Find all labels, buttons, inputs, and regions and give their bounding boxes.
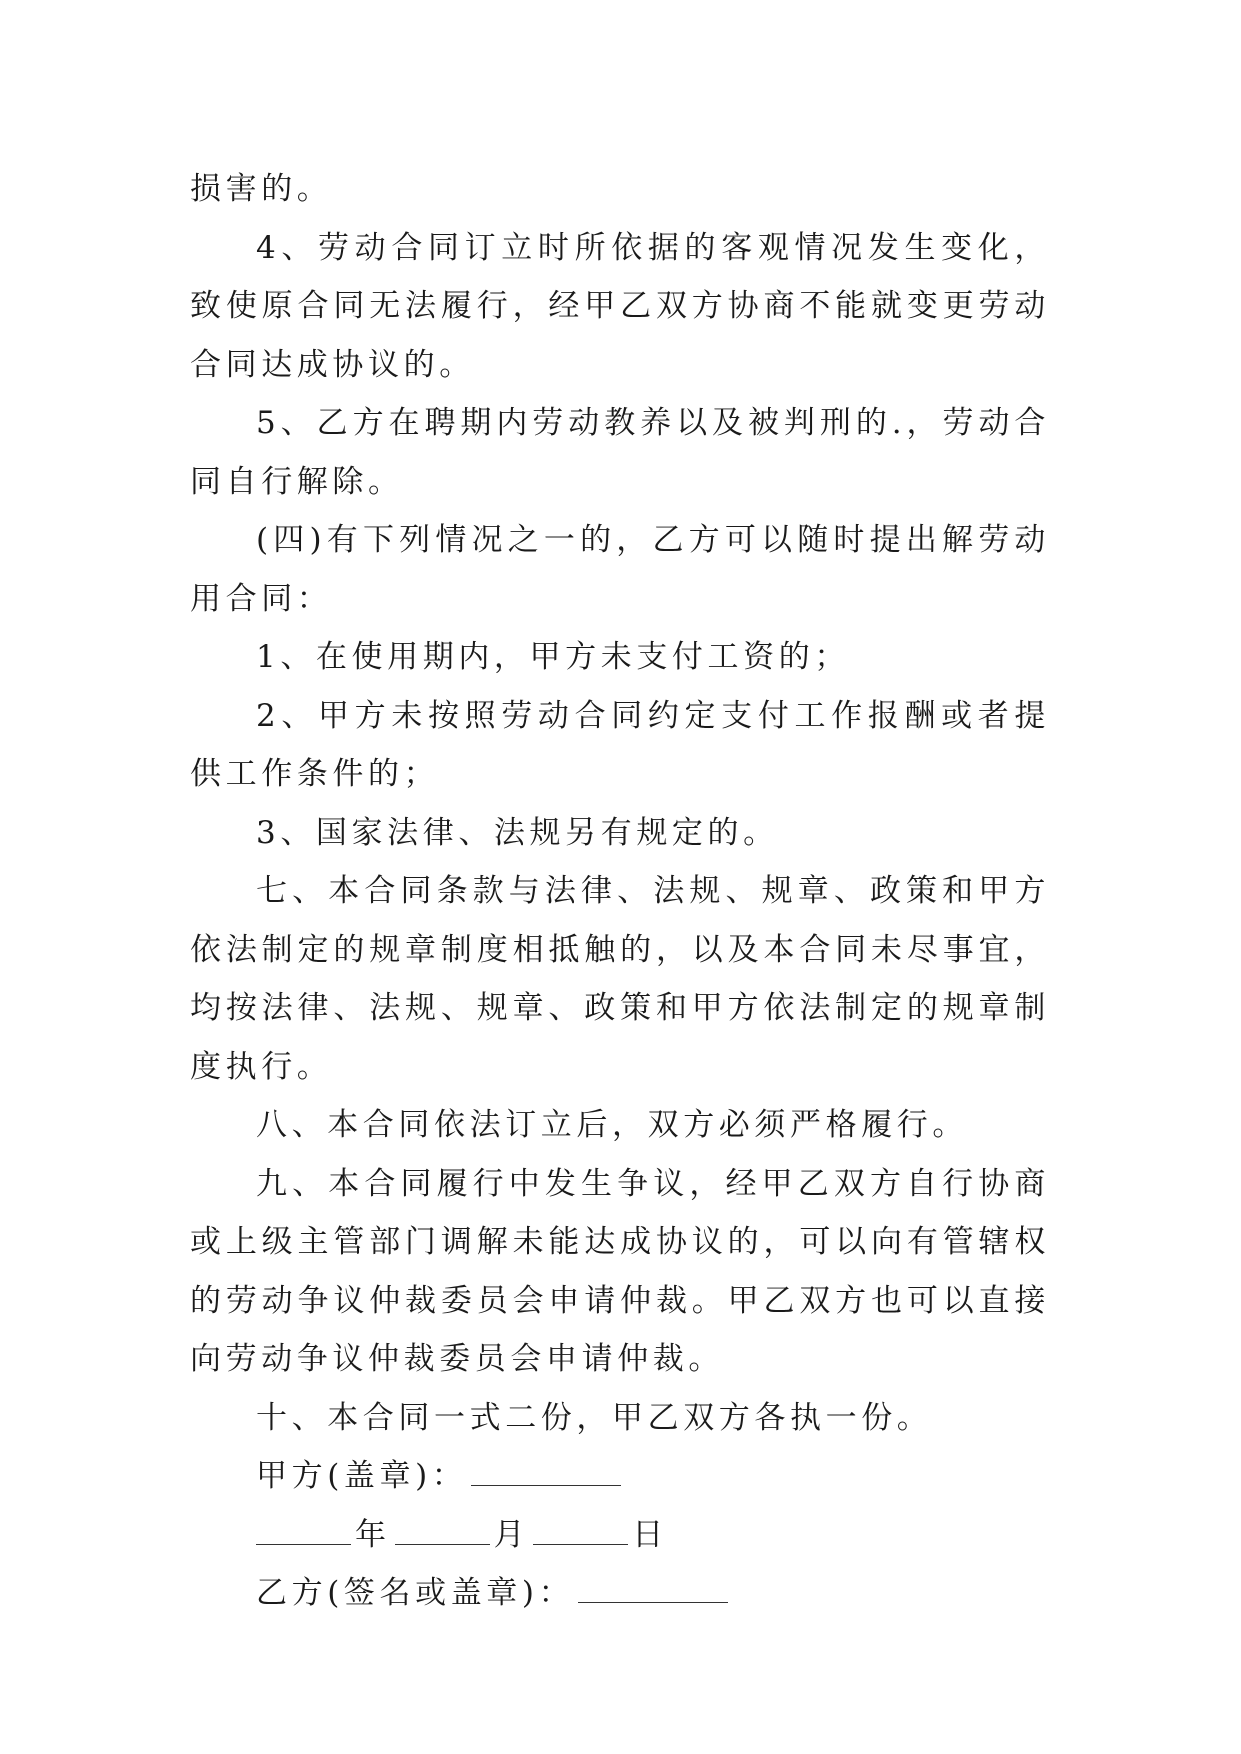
section-4-heading: (四)有下列情况之一的，乙方可以随时提出解劳动用合同： (190, 522, 1050, 617)
article-9: 九、本合同履行中发生争议，经甲乙双方自行协商或上级主管部门调解未能达成协议的，可以向有管辖权的劳动争议仲裁委员会申请仲裁。甲乙双方也可以直接向劳动争议仲裁委员会申请仲裁。 (190, 1165, 1050, 1377)
clause-4: 4、劳动合同订立时所依据的客观情况发生变化，致使原合同无法履行，经甲乙双方协商不能就变更劳动合同达成协议的。 (190, 229, 1050, 383)
party-a-seal-blank[interactable] (471, 1461, 621, 1486)
article-7: 七、本合同条款与法律、法规、规章、政策和甲方依法制定的规章制度相抵触的，以及本合同未尽事宜，均按法律、法规、规章、政策和甲方依法制定的规章制度执行。 (190, 873, 1050, 1085)
paragraph-continuation: 损害的。 (190, 171, 333, 207)
article-10: 十、本合同一式二份，甲乙双方各执一份。 (256, 1399, 933, 1436)
year-label: 年 (355, 1516, 391, 1553)
party-a-label: 甲方(盖章)： (256, 1458, 468, 1494)
date-line (190, 1506, 1050, 1565)
document-body (190, 160, 1050, 1623)
section-4-item-1: 1、在使用期内，甲方未支付工资的； (256, 639, 850, 675)
section-4-item-2: 2、甲方未按照劳动合同约定支付工作报酬或者提供工作条件的； (190, 697, 1050, 792)
day-label: 日 (632, 1516, 668, 1553)
month-blank[interactable] (395, 1520, 490, 1545)
article-8: 八、本合同依法订立后，双方必须严格履行。 (256, 1107, 968, 1143)
section-4-item-3: 3、国家法律、法规另有规定的。 (256, 814, 779, 851)
clause-5: 5、乙方在聘期内劳动教养以及被判刑的.，劳动合同自行解除。 (190, 405, 1050, 500)
party-b-label: 乙方(签名或盖章)： (256, 1575, 575, 1611)
month-label: 月 (493, 1516, 530, 1553)
day-blank[interactable] (533, 1520, 628, 1545)
party-b-signature-line (190, 1564, 1050, 1623)
party-a-signature-line (190, 1447, 1050, 1506)
year-blank[interactable] (256, 1520, 351, 1545)
party-b-signature-blank[interactable] (578, 1578, 728, 1603)
